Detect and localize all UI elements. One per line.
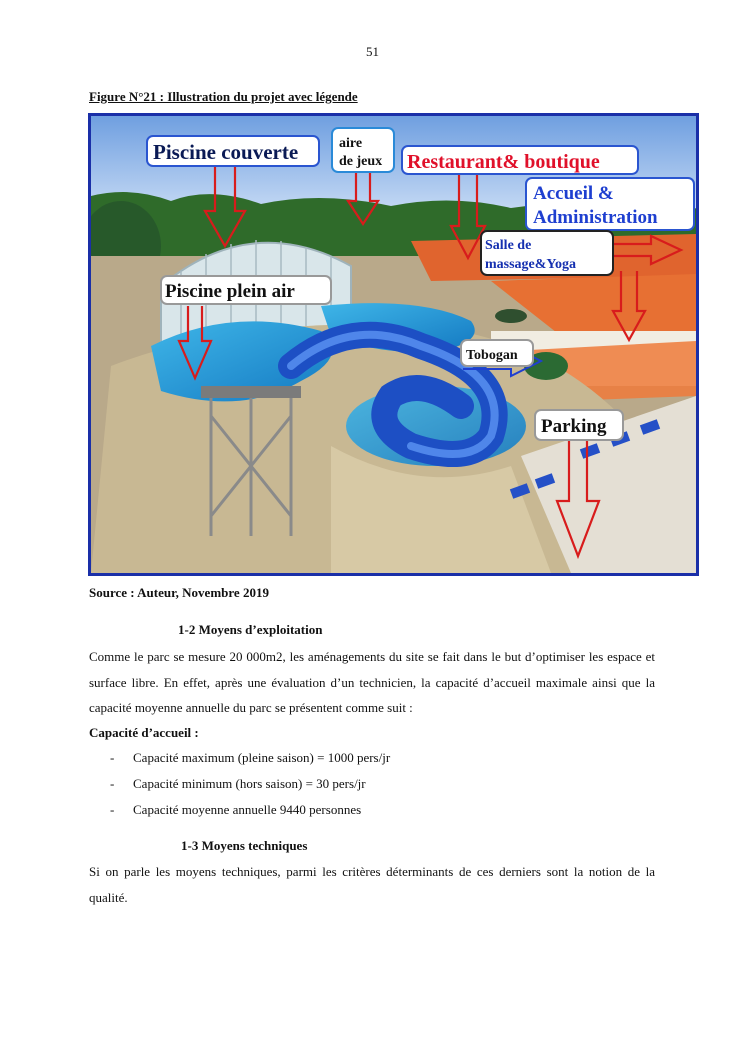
section-heading-techniques: 1-3 Moyens techniques — [181, 838, 308, 853]
list-item: - Capacité minimum (hors saison) = 30 pers/jr — [110, 776, 366, 791]
figure-source: Source : Auteur, Novembre 2019 — [89, 585, 269, 600]
paragraph-techniques: Si on parle les moyens techniques, parmi les critères déterminants de ces derniers sont la notion de la qualité. — [89, 864, 655, 905]
label-tobogan: Tobogan — [466, 348, 518, 363]
label-aire: aire — [339, 136, 363, 151]
paragraph-exploitation: Comme le parc se mesure 20 000m2, les aménagements du site se fait dans le but d’optimiser les espace et surface libre. En effet, après une évaluation d’un technicien, la capacité d’accueil maximale ainsi que la capacité moyenne annuelle du parc se présentent comme suit : — [89, 649, 655, 716]
label-restaurant: Restaurant& boutique — [407, 151, 600, 173]
project-illustration — [88, 113, 699, 576]
capacity-title: Capacité d’accueil : — [89, 725, 199, 740]
section-heading-exploitation: 1-2 Moyens d’exploitation — [178, 622, 323, 637]
capacity-list — [110, 745, 390, 823]
label-massage-yoga: massage&Yoga — [485, 257, 576, 272]
label-piscine-couverte: Piscine couverte — [153, 140, 299, 164]
label-accueil: Accueil & — [533, 183, 614, 204]
list-item: - Capacité maximum (pleine saison) = 1000 pers/jr — [110, 750, 391, 765]
label-salle-de: Salle de — [485, 238, 532, 253]
label-parking: Parking — [541, 416, 607, 437]
page-number: 51 — [366, 44, 379, 59]
list-item: - Capacité moyenne annuelle 9440 personnes — [110, 802, 362, 817]
figure-title: Figure N°21 : Illustration du projet avec légende — [89, 89, 358, 104]
label-administration: Administration — [533, 207, 658, 228]
label-piscine-plein-air: Piscine plein air — [165, 281, 295, 302]
label-de-jeux: de jeux — [339, 154, 383, 169]
